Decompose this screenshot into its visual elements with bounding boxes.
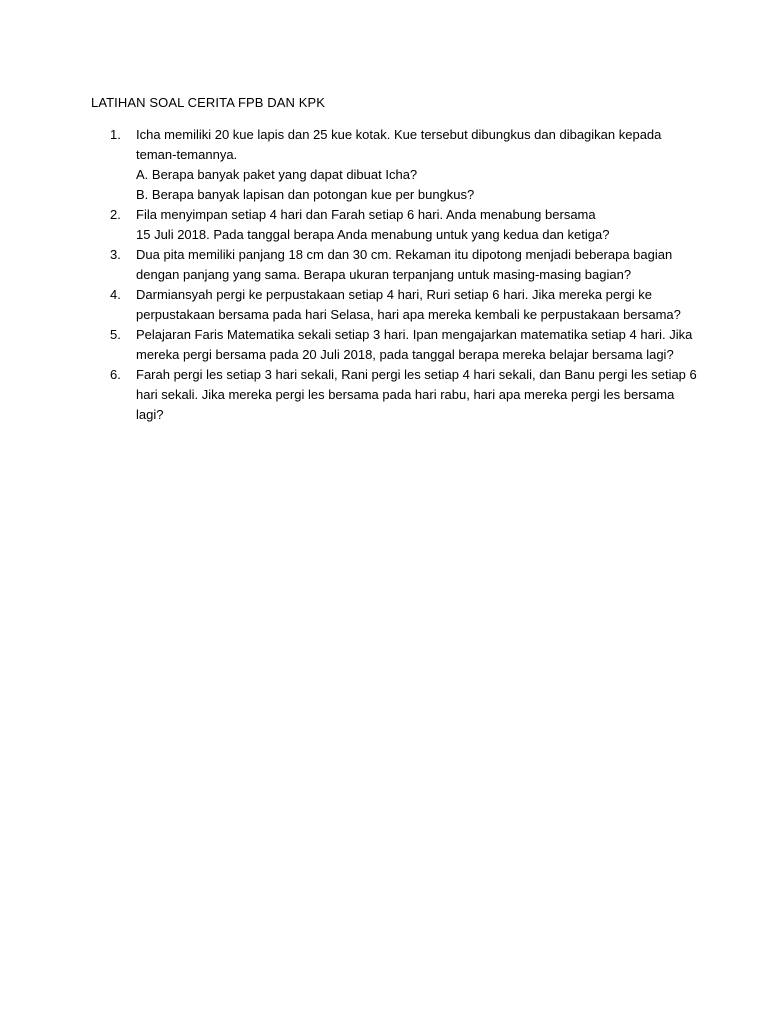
question-item — [100, 365, 697, 425]
question-number: 4. — [110, 287, 121, 302]
question-number: 2. — [110, 207, 121, 222]
question-text-line: Dua pita memiliki panjang 18 cm dan 30 cm. Rekaman itu dipotong menjadi beberapa bagian — [136, 247, 673, 262]
question-text-line: lagi? — [136, 407, 164, 422]
question-text-line: dengan panjang yang sama. Berapa ukuran terpanjang untuk masing-masing bagian? — [136, 267, 632, 282]
question-text-line: Fila menyimpan setiap 4 hari dan Farah setiap 6 hari. Anda menabung bersama — [136, 207, 596, 222]
question-text-line: Farah pergi les setiap 3 hari sekali, Rani pergi les setiap 4 hari sekali, dan Banu pergi les setiap 6 — [136, 367, 697, 382]
question-item — [100, 125, 690, 205]
question-list — [100, 125, 697, 425]
question-subpart-b: B. Berapa banyak lapisan dan potongan kue per bungkus? — [136, 187, 475, 202]
question-number: 1. — [110, 127, 121, 142]
question-text-line: Icha memiliki 20 kue lapis dan 25 kue kotak. Kue tersebut dibungkus dan dibagikan kepada — [136, 127, 662, 142]
question-text-line: 15 Juli 2018. Pada tanggal berapa Anda menabung untuk yang kedua dan ketiga? — [136, 227, 610, 242]
question-number: 5. — [110, 327, 121, 342]
document-title: LATIHAN SOAL CERITA FPB DAN KPK — [91, 95, 326, 110]
question-text-line: hari sekali. Jika mereka pergi les bersama pada hari rabu, hari apa mereka pergi les bersama — [136, 387, 675, 402]
question-item — [100, 325, 693, 365]
question-text-line: teman-temannya. — [136, 147, 238, 162]
question-text-line: mereka pergi bersama pada 20 Juli 2018, pada tanggal berapa mereka belajar bersama lagi? — [136, 347, 674, 362]
question-text-line: Darmiansyah pergi ke perpustakaan setiap 4 hari, Ruri setiap 6 hari. Jika mereka pergi ke — [136, 287, 652, 302]
question-item — [100, 245, 690, 285]
question-item — [100, 285, 690, 325]
question-subpart-a: A. Berapa banyak paket yang dapat dibuat Icha? — [136, 167, 418, 182]
question-number: 6. — [110, 367, 121, 382]
question-text-line: perpustakaan bersama pada hari Selasa, hari apa mereka kembali ke perpustakaan bersama? — [136, 307, 681, 322]
question-text-line: Pelajaran Faris Matematika sekali setiap 3 hari. Ipan mengajarkan matematika setiap 4 hari. Jika — [136, 327, 693, 342]
question-item — [100, 205, 690, 245]
question-number: 3. — [110, 247, 121, 262]
